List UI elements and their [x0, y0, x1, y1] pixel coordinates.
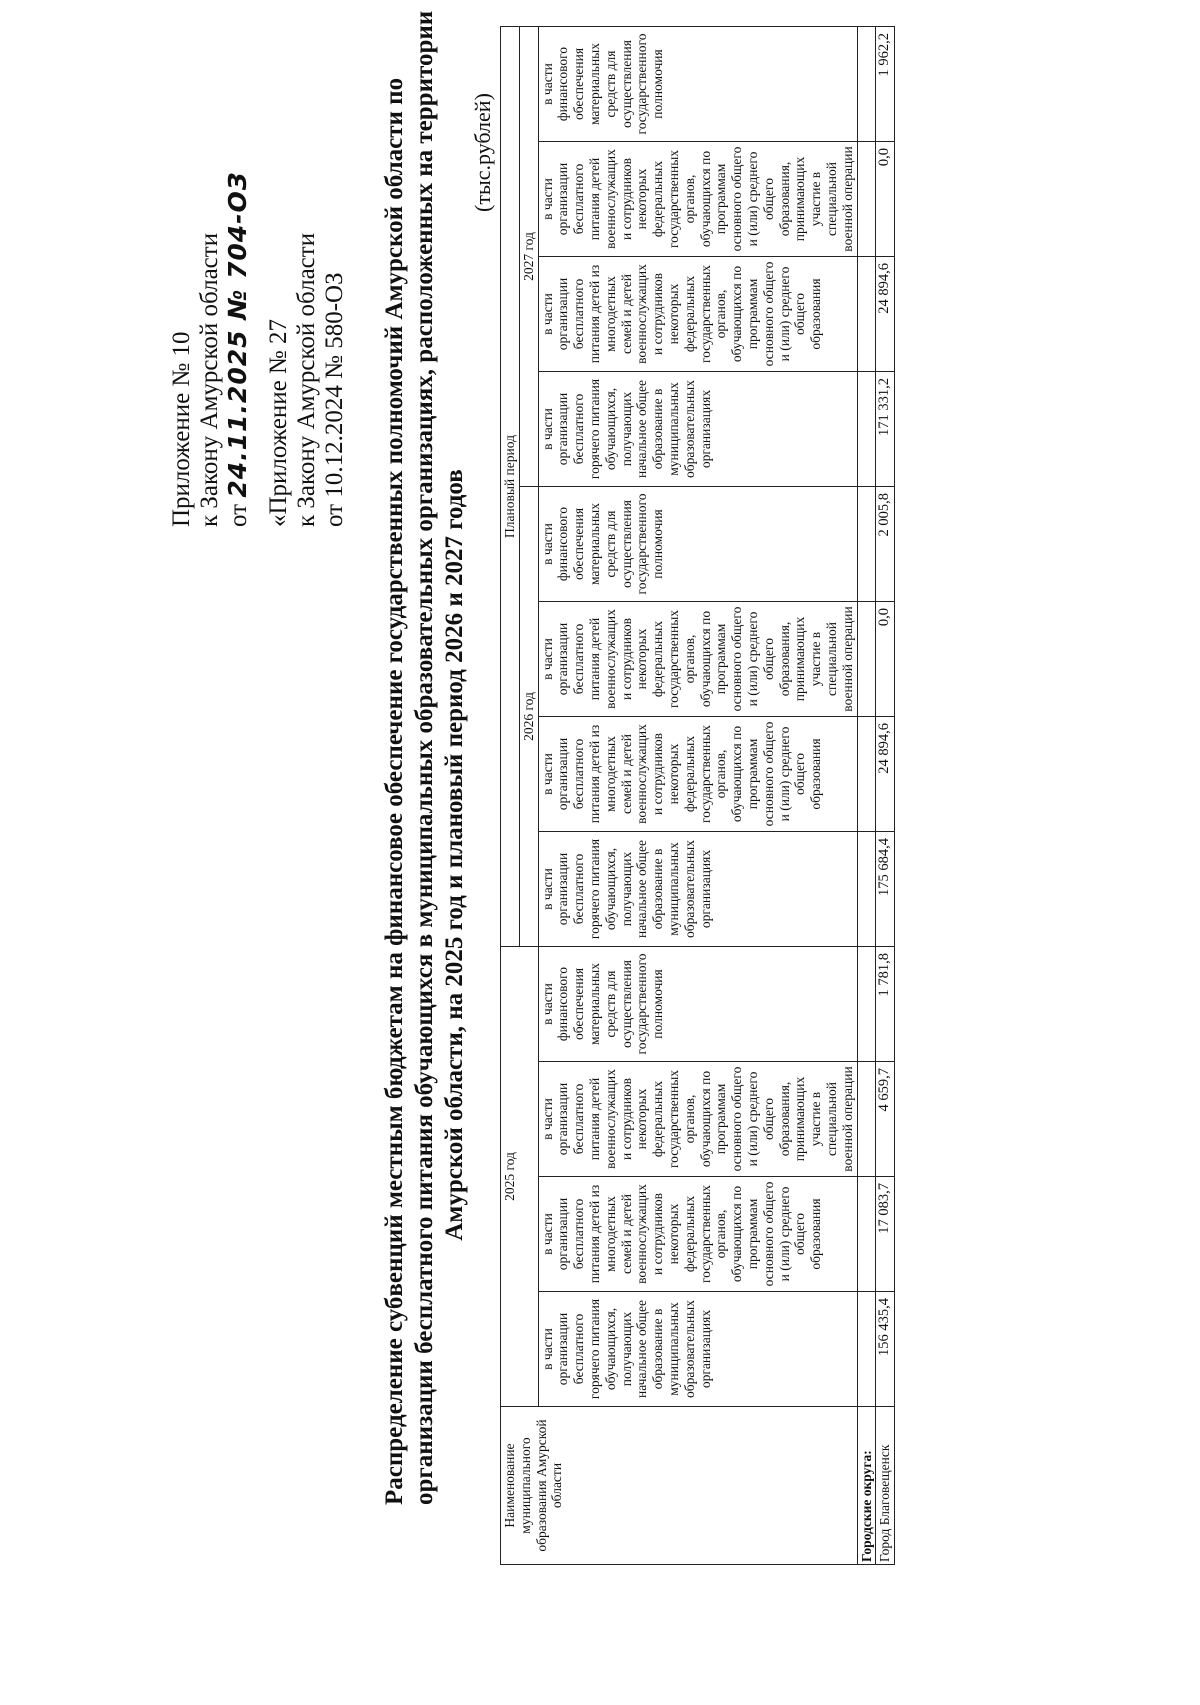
prev-law-reference: к Закону Амурской области: [293, 232, 320, 527]
subheader-2025-material: в части финансового обеспечения материальных средств для осуществления государственного полномочия: [538, 947, 857, 1062]
subheader-2027-hot-meals: в части организации бесплатного горячего питания обучающихся, получающих начальное общее образование в муниципальных образовательных организациях: [538, 372, 857, 487]
prev-law-date: от 10.12.2024 № 580-ОЗ: [321, 272, 348, 527]
cell-2026-svo: 0,0: [876, 602, 895, 717]
subheader-2027-material: в части финансового обеспечения материальных средств для осуществления государственного полномочия: [538, 27, 857, 142]
col-planning-header: Плановый период: [501, 27, 520, 947]
subheader-2025-hot-meals: в части организации бесплатного горячего питания обучающихся, получающих начальное общее образование в муниципальных образовательных организациях: [538, 1292, 857, 1407]
title-line-2: организации бесплатного питания обучающихся в муниципальных образовательных организациях, расположенных на территории: [411, 10, 438, 1505]
appendix-number: Приложение № 10: [168, 331, 195, 527]
cell-2026-hot-meals: 175 684,4: [876, 832, 895, 947]
cell-2025-large-families: 17 083,7: [876, 1177, 895, 1292]
section-label-urban: Городские округа:: [857, 1407, 876, 1565]
cell-2025-material: 1 781,8: [876, 947, 895, 1062]
subheader-2027-large-families: в части организации бесплатного питания детей из многодетных семей и детей военнослужащих и сотрудников некоторых федеральных государственных органов, обучающихся по программам основного общего и (или) среднего общего образования: [538, 257, 857, 372]
cell-2027-large-families: 24 894,6: [876, 257, 895, 372]
prev-appendix-number: «Приложение № 27: [265, 318, 292, 527]
cell-2025-svo: 4 659,7: [876, 1062, 895, 1177]
cell-2027-svo: 0,0: [876, 142, 895, 257]
table-row: [876, 27, 895, 1565]
units-label: (тыс.рублей): [470, 93, 495, 212]
subheader-2026-svo: в части организации бесплатного питания детей военнослужащих и сотрудников некоторых федеральных государственных органов, обучающихся по программам основного общего и (или) среднего общего образования, принимающих участие в специальной военной операции: [538, 602, 857, 717]
cell-2027-hot-meals: 171 331,2: [876, 372, 895, 487]
header-row-1: [501, 27, 520, 1565]
header-row-3: [538, 27, 857, 1565]
subheader-2027-svo: в части организации бесплатного питания детей военнослужащих и сотрудников некоторых федеральных государственных органов, обучающихся по программам основного общего и (или) среднего общего образования, принимающих участие в специальной военной операции: [538, 142, 857, 257]
subvention-table: [500, 26, 895, 1565]
subheader-2025-large-families: в части организации бесплатного питания детей из многодетных семей и детей военнослужащих и сотрудников некоторых федеральных государственных органов, обучающихся по программам основного общего и (или) среднего общего образования: [538, 1177, 857, 1292]
title-line-3: Амурской области, на 2025 год и плановый период 2026 и 2027 годов: [441, 469, 468, 1241]
subheader-2025-svo: в части организации бесплатного питания детей военнослужащих и сотрудников некоторых федеральных государственных органов, обучающихся по программам основного общего и (или) среднего общего образования, принимающих участие в специальной военной операции: [538, 1062, 857, 1177]
cell-2027-material: 1 962,2: [876, 27, 895, 142]
date-prefix: от: [225, 503, 252, 527]
handwritten-date: 24.11.2025 № 704-ОЗ: [223, 171, 252, 498]
section-row-urban: [857, 27, 876, 1565]
subheader-2026-material: в части финансового обеспечения материальных средств для осуществления государственного полномочия: [538, 487, 857, 602]
col-2025-header: 2025 год: [501, 947, 539, 1407]
cell-2026-material: 2 005,8: [876, 487, 895, 602]
title-line-1: Распределение субвенций местным бюджетам на финансовое обеспечение государственных полномочий Амурской области по: [381, 77, 408, 1505]
law-reference: к Закону Амурской области: [196, 232, 223, 527]
appendix-header: [168, 171, 253, 527]
col-2026-header: 2026 год: [519, 487, 538, 947]
cell-2026-large-families: 24 894,6: [876, 717, 895, 832]
subheader-2026-large-families: в части организации бесплатного питания детей из многодетных семей и детей военнослужащих и сотрудников некоторых федеральных государственных органов, обучающихся по программам основного общего и (или) среднего общего образования: [538, 717, 857, 832]
previous-appendix-header: [265, 233, 349, 527]
subheader-2026-hot-meals: в части организации бесплатного горячего питания обучающихся, получающих начальное общее образование в муниципальных образовательных организациях: [538, 832, 857, 947]
row-name: Город Благовещенск: [876, 1407, 895, 1565]
col-municipality-header: Наименование муниципального образования Амурской области: [501, 1407, 858, 1565]
law-date-line: [224, 171, 253, 527]
document-title: [380, 10, 470, 1505]
cell-2025-hot-meals: 156 435,4: [876, 1292, 895, 1407]
col-2027-header: 2027 год: [519, 27, 538, 487]
